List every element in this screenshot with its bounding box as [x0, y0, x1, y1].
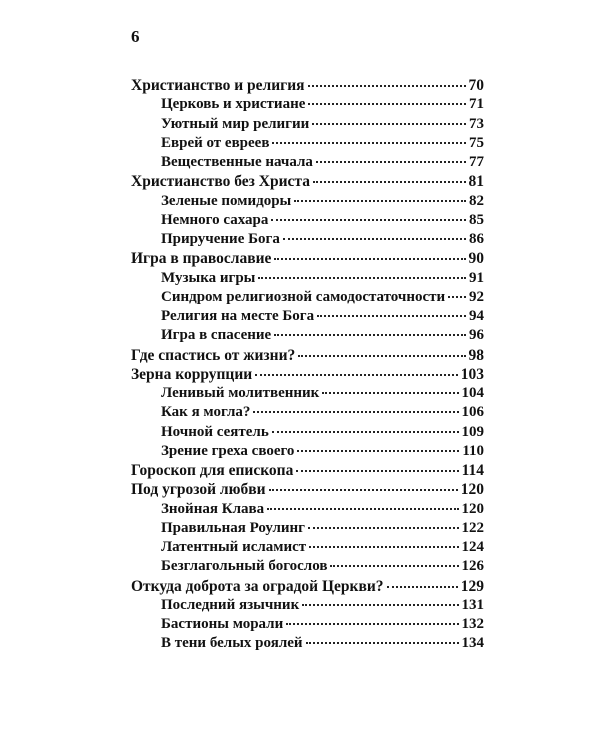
toc-dot-leader — [330, 565, 458, 567]
page-number: 6 — [131, 27, 140, 46]
toc-dot-leader — [322, 392, 458, 394]
toc-entry-title: Уютный мир религии — [161, 115, 310, 132]
toc-entry-title: Синдром религиозной самодостаточности — [161, 288, 446, 305]
toc-entry-page: 73 — [469, 115, 484, 132]
toc-section-entry[interactable] — [131, 288, 484, 307]
toc-entry-title: Христианство без Христа — [131, 173, 310, 191]
toc-entry-page: 120 — [460, 481, 484, 499]
toc-dot-leader — [253, 411, 458, 413]
toc-section-entry[interactable] — [131, 538, 484, 557]
toc-entry-page: 120 — [461, 500, 484, 517]
toc-entry-title: Гороскоп для епископа — [131, 462, 294, 479]
toc-section-entry[interactable] — [131, 442, 484, 461]
toc-dot-leader — [302, 604, 458, 606]
toc-entry-title: Ленивый молитвенник — [161, 385, 320, 401]
toc-section-entry[interactable] — [131, 615, 484, 634]
toc-chapter-entry[interactable] — [131, 480, 484, 499]
toc-entry-page: 131 — [461, 596, 484, 613]
toc-dot-leader — [272, 142, 466, 144]
toc-dot-leader — [308, 527, 459, 529]
toc-section-entry[interactable] — [131, 307, 484, 326]
toc-entry-title: Немного сахара — [161, 211, 269, 228]
toc-entry-title: Латентный исламист — [161, 539, 307, 555]
toc-dot-leader — [271, 219, 466, 221]
toc-entry-page: 122 — [461, 519, 484, 536]
toc-entry-title: В тени белых роялей — [161, 635, 303, 652]
toc-entry-title: Музыка игры — [161, 269, 256, 286]
toc-dot-leader — [283, 238, 466, 240]
toc-section-entry[interactable] — [131, 211, 484, 230]
toc-entry-page: 92 — [469, 288, 484, 305]
toc-dot-leader — [308, 103, 466, 105]
toc-entry-title: Где спастись от жизни? — [131, 346, 296, 364]
toc-chapter-entry[interactable] — [131, 461, 484, 480]
toc-entry-page: 77 — [469, 154, 484, 170]
toc-section-entry[interactable] — [131, 230, 484, 249]
toc-entry-title: Безглагольный богослов — [161, 558, 328, 575]
toc-entry-title: Знойная Клава — [161, 500, 265, 517]
toc-entry-page: 103 — [460, 365, 484, 383]
toc-entry-page: 134 — [461, 635, 484, 652]
toc-dot-leader — [308, 85, 466, 87]
toc-entry-title: Как я могла? — [161, 404, 251, 421]
toc-section-entry[interactable] — [131, 557, 484, 576]
toc-chapter-entry[interactable] — [131, 346, 484, 365]
toc-dot-leader — [298, 355, 465, 357]
toc-dot-leader — [296, 470, 458, 472]
toc-entry-page: 124 — [461, 539, 484, 555]
toc-entry-page: 82 — [469, 192, 484, 209]
toc-section-entry[interactable] — [131, 192, 484, 211]
toc-entry-page: 126 — [461, 558, 484, 575]
toc-chapter-entry[interactable] — [131, 365, 484, 384]
toc-section-entry[interactable] — [131, 269, 484, 288]
toc-entry-page: 110 — [462, 442, 484, 459]
toc-entry-title: Под угрозой любви — [131, 481, 266, 499]
toc-entry-title: Приручение Бога — [161, 231, 280, 247]
toc-entry-page: 70 — [468, 77, 484, 94]
toc-entry-title: Вещественные начала — [161, 154, 313, 170]
toc-entry-page: 104 — [461, 385, 484, 401]
toc-section-entry[interactable] — [131, 95, 484, 114]
toc-entry-title: Религия на месте Бога — [161, 308, 315, 324]
toc-dot-leader — [255, 374, 458, 376]
toc-dot-leader — [286, 623, 458, 625]
toc-section-entry[interactable] — [131, 634, 484, 653]
toc-dot-leader — [387, 586, 458, 588]
toc-entry-page: 96 — [469, 327, 484, 344]
toc-chapter-entry[interactable] — [131, 172, 484, 191]
toc-section-entry[interactable] — [131, 384, 484, 403]
toc-entry-title: Игра в православие — [131, 250, 272, 268]
toc-entry-page: 85 — [469, 211, 484, 228]
toc-entry-page: 91 — [469, 269, 484, 286]
toc-chapter-entry[interactable] — [131, 577, 484, 596]
toc-entry-page: 75 — [469, 134, 484, 151]
toc-dot-leader — [294, 200, 466, 202]
toc-dot-leader — [312, 123, 466, 125]
toc-entry-page: 132 — [461, 616, 484, 632]
toc-section-entry[interactable] — [131, 326, 484, 345]
toc-section-entry[interactable] — [131, 500, 484, 519]
toc-dot-leader — [448, 296, 466, 298]
toc-section-entry[interactable] — [131, 115, 484, 134]
toc-dot-leader — [269, 489, 458, 491]
toc-dot-leader — [309, 546, 458, 548]
toc-section-entry[interactable] — [131, 519, 484, 538]
toc-entry-title: Игра в спасение — [161, 327, 272, 344]
toc-dot-leader — [313, 181, 466, 183]
toc-entry-page: 71 — [469, 96, 484, 113]
toc-chapter-entry[interactable] — [131, 76, 484, 95]
toc-chapter-entry[interactable] — [131, 249, 484, 268]
toc-entry-page: 109 — [461, 423, 484, 440]
toc-entry-title: Христианство и религия — [131, 77, 305, 94]
toc-entry-title: Правильная Роулинг — [161, 519, 305, 536]
toc-section-entry[interactable] — [131, 153, 484, 172]
toc-entry-title: Бастионы морали — [161, 616, 284, 632]
toc-dot-leader — [272, 431, 459, 433]
toc-entry-page: 106 — [461, 404, 484, 421]
toc-dot-leader — [274, 334, 466, 336]
toc-entry-page: 90 — [468, 250, 484, 268]
toc-section-entry[interactable] — [131, 134, 484, 153]
toc-dot-leader — [316, 161, 466, 163]
toc-entry-page: 86 — [469, 231, 484, 247]
toc-entry-page: 81 — [468, 173, 484, 191]
toc-entry-page: 114 — [461, 462, 484, 479]
toc-entry-title: Откуда доброта за оградой Церкви? — [131, 577, 384, 595]
toc-entry-title: Ночной сеятель — [161, 423, 269, 440]
toc-entry-title: Церковь и христиане — [161, 96, 306, 113]
toc-entry-title: Последний язычник — [161, 596, 300, 613]
toc-dot-leader — [297, 450, 459, 452]
toc-dot-leader — [274, 258, 465, 260]
toc-entry-page: 94 — [469, 308, 484, 324]
toc-entry-page: 129 — [460, 577, 484, 595]
toc-section-entry[interactable] — [131, 423, 484, 442]
toc-dot-leader — [267, 508, 458, 510]
toc-entry-title: Зрение греха своего — [161, 442, 295, 459]
toc-dot-leader — [317, 315, 466, 317]
toc-entry-title: Зеленые помидоры — [161, 192, 292, 209]
toc-entry-page: 98 — [468, 346, 484, 364]
toc-entry-title: Зерна коррупции — [131, 365, 253, 383]
toc-section-entry[interactable] — [131, 596, 484, 615]
toc-entry-title: Еврей от евреев — [161, 134, 270, 151]
toc-dot-leader — [306, 642, 459, 644]
table-of-contents — [131, 76, 484, 654]
toc-dot-leader — [258, 277, 466, 279]
toc-section-entry[interactable] — [131, 403, 484, 422]
